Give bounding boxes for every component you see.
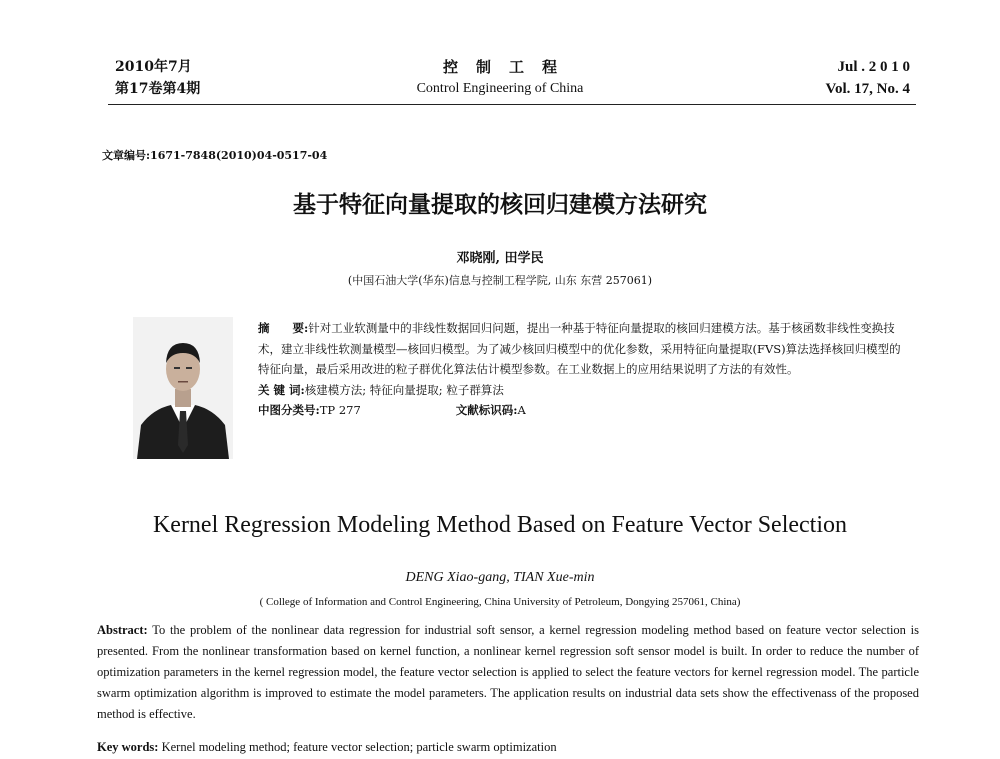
keywords-en-label: Key words: (97, 740, 159, 754)
abstract-en (97, 620, 919, 725)
authors-cn: 邓晓刚, 田学民 (456, 251, 544, 266)
abstract-cn (258, 318, 908, 380)
header-divider (108, 104, 916, 105)
keywords-en-text: Kernel modeling method; feature vector selection; particle swarm optimization (161, 740, 557, 754)
abstract-cn-block (258, 318, 908, 421)
clc-label: 中图分类号: (258, 403, 320, 417)
affiliation-cn: (中国石油大学(华东)信息与控制工程学院, 山东 东营 257061) (347, 274, 653, 287)
abstract-cn-text: 针对工业软测量中的非线性数据回归问题，提出一种基于特征向量提取的核回归建模方法。基于核函数非线性变换技术，建立非线性软测量模型—核回归模型。为了减少核回归模型中的优化参数，采用特征向量提取(FVS)算法选择核回归模型的特征向量，最后采用改进的粒子群优化算法估计模型参数。在工业数据上的应用结果说明了方法的有效性。 (258, 321, 901, 376)
journal-name-en: Control Engineering of China (416, 81, 584, 96)
journal-date-issue-en (826, 56, 910, 100)
keywords-cn (258, 380, 908, 401)
clc-value: TP 277 (319, 403, 361, 417)
keywords-cn-label: 关 键 词: (258, 382, 305, 397)
doc-code-label: 文献标识码: (455, 403, 518, 417)
journal-name-cn: 控制工程 (442, 58, 575, 76)
keywords-en (97, 740, 557, 755)
article-number: 文章编号:1671-7848(2010)04-0517-04 (102, 149, 328, 162)
doc-code-value: A (517, 403, 526, 417)
abstract-en-text: To the problem of the nonlinear data regression for industrial soft sensor, a kernel regression modeling method based on feature vector selection is presented. From the nonlinear transformation based on kernel function, a nonlinear kernel regression soft sensor model is built. In order to reduce the number of optimization parameters in the kernel regression model, the feature vector selection is applied to select the feature vectors for kernel regression model. The particle swarm optimization algorithm is improved to estimate the model parameters. The application results on industrial data sets show the effectivenass of the proposed method is effective. (97, 623, 919, 721)
journal-date: 2010年7月 (115, 59, 192, 75)
authors-en: DENG Xiao-gang, TIAN Xue-min (405, 570, 595, 585)
keywords-cn-text: 核建模方法; 特征向量提取; 粒子群算法 (304, 382, 504, 397)
author-photo (133, 317, 233, 459)
affiliation-en: ( College of Information and Control Engineering, China University of Petroleum, Dongying 257061, China) (259, 596, 741, 608)
paper-title-en: Kernel Regression Modeling Method Based on Feature Vector Selection (152, 512, 848, 538)
author-portrait-image (133, 317, 233, 459)
classification-row (258, 400, 908, 421)
paper-title-cn: 基于特征向量提取的核回归建模方法研究 (293, 192, 707, 218)
abstract-en-label: Abstract: (97, 623, 148, 637)
abstract-cn-label: 摘 要: (258, 321, 309, 335)
journal-volume-en: Vol. 17, No. 4 (825, 81, 910, 97)
journal-volume: 第17卷第4期 (115, 81, 201, 97)
journal-date-en: Jul . 2 0 1 0 (837, 59, 910, 75)
